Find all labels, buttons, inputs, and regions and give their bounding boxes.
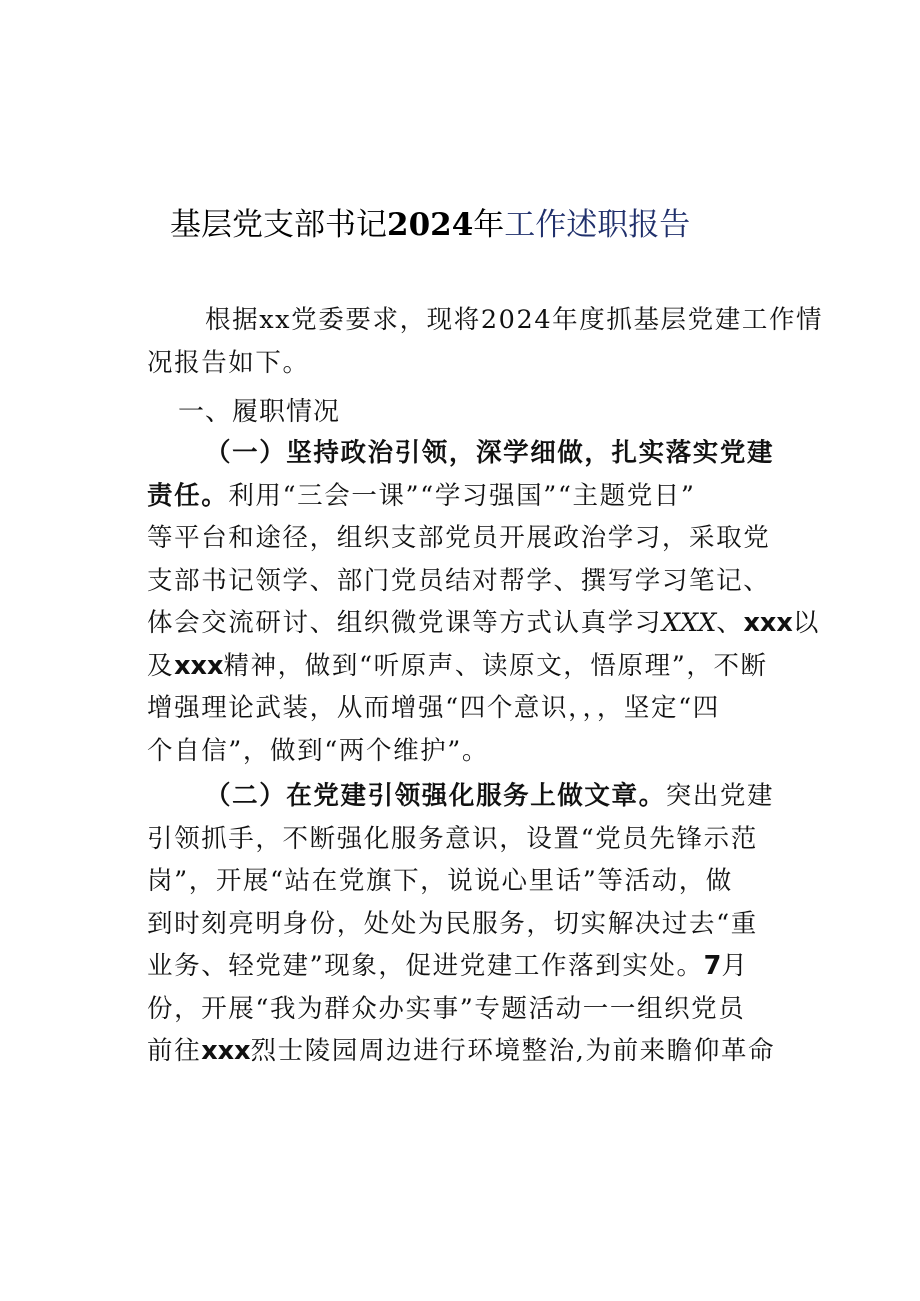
para1-line-6-b: xxx: [174, 650, 224, 681]
para1-line-5-b: XXX: [661, 608, 717, 638]
para2-line-7-c: 烈士陵园周边进行环境整治,为前来瞻仰革命: [250, 1036, 776, 1066]
paragraph-2: [147, 775, 777, 1073]
para1-line-4: 支部书记领学、部门党员结对帮学、撰写学习笔记、: [147, 565, 771, 596]
para1-line-3: 等平台和途径，组织支部党员开展政治学习，采取党: [147, 523, 771, 553]
para1-line-6-c: 精神，做到“听原声、读原文，悟原理”，不断: [223, 650, 768, 681]
title-part-3: 工作述职报告: [504, 207, 691, 243]
para2-line-5-c: 月: [721, 951, 749, 981]
para1-line-5: [147, 602, 820, 645]
para2-line-4: 到时刻亮明身份，处处为民服务，切实解决过去“重: [147, 908, 758, 939]
title-year: 2024: [387, 207, 474, 243]
para2-bold-lead: （二）在党建引领强化服务上做文章。: [205, 781, 666, 811]
para1-line-5-c: 、: [716, 608, 744, 638]
para2-line-1-rest: 突出党建: [665, 781, 775, 811]
document-title: [170, 205, 790, 245]
para1-line-8: 个自信”，做到“两个维护”。: [147, 735, 490, 766]
para1-line-2: [147, 475, 777, 518]
para2-line-5-b: 7: [703, 951, 722, 981]
para1-line-6: [147, 645, 777, 688]
para2-line-1: [147, 775, 777, 818]
para1-line-6-a: 及: [147, 650, 175, 681]
para2-line-7: [147, 1030, 777, 1073]
para2-line-5-a: 业务、轻党建”现象，促进党建工作落到实处。: [147, 951, 704, 981]
para2-line-5: [147, 945, 777, 988]
para1-bold-lead-line-2: 责任。: [147, 480, 229, 511]
title-part-2: 年: [473, 207, 505, 243]
para2-line-3: 岗”，开展“站在党旗下，说说心里话”等活动，做: [147, 866, 733, 896]
para1-line-5-a: 体会交流研讨、组织微党课等方式认真学习: [147, 608, 662, 638]
para1-line-7: 增强理论武装，从而增强“四个意识，，，坚定“四: [147, 693, 720, 723]
para2-line-6: 份，开展“我为群众办实事”专题活动一一组织党员: [147, 993, 746, 1024]
para2-line-2: 引领抓手，不断强化服务意识，设置“党员先锋示范: [147, 823, 758, 854]
para1-line-5-e: 以: [792, 608, 820, 638]
para2-line-7-a: 前往: [147, 1036, 202, 1066]
intro-line-1: 根据xx党委要求，现将2024年度抓基层党建工作情: [205, 305, 824, 335]
intro-line-2: 况报告如下。: [147, 347, 310, 378]
para2-line-7-b: xxx: [201, 1036, 251, 1066]
section-heading-1: 一、履职情况: [178, 397, 341, 427]
para1-line-5-d: xxx: [743, 608, 793, 638]
para1-bold-lead-line-1: （一）坚持政治引领，深学细做，扎实落实党建: [205, 438, 775, 468]
paragraph-1: [147, 432, 820, 772]
intro-paragraph: [147, 299, 824, 384]
title-part-1: 基层党支部书记: [170, 207, 387, 243]
para1-line-2-rest: 利用“三会一课”“学习强国”“主题党日”: [228, 480, 696, 511]
